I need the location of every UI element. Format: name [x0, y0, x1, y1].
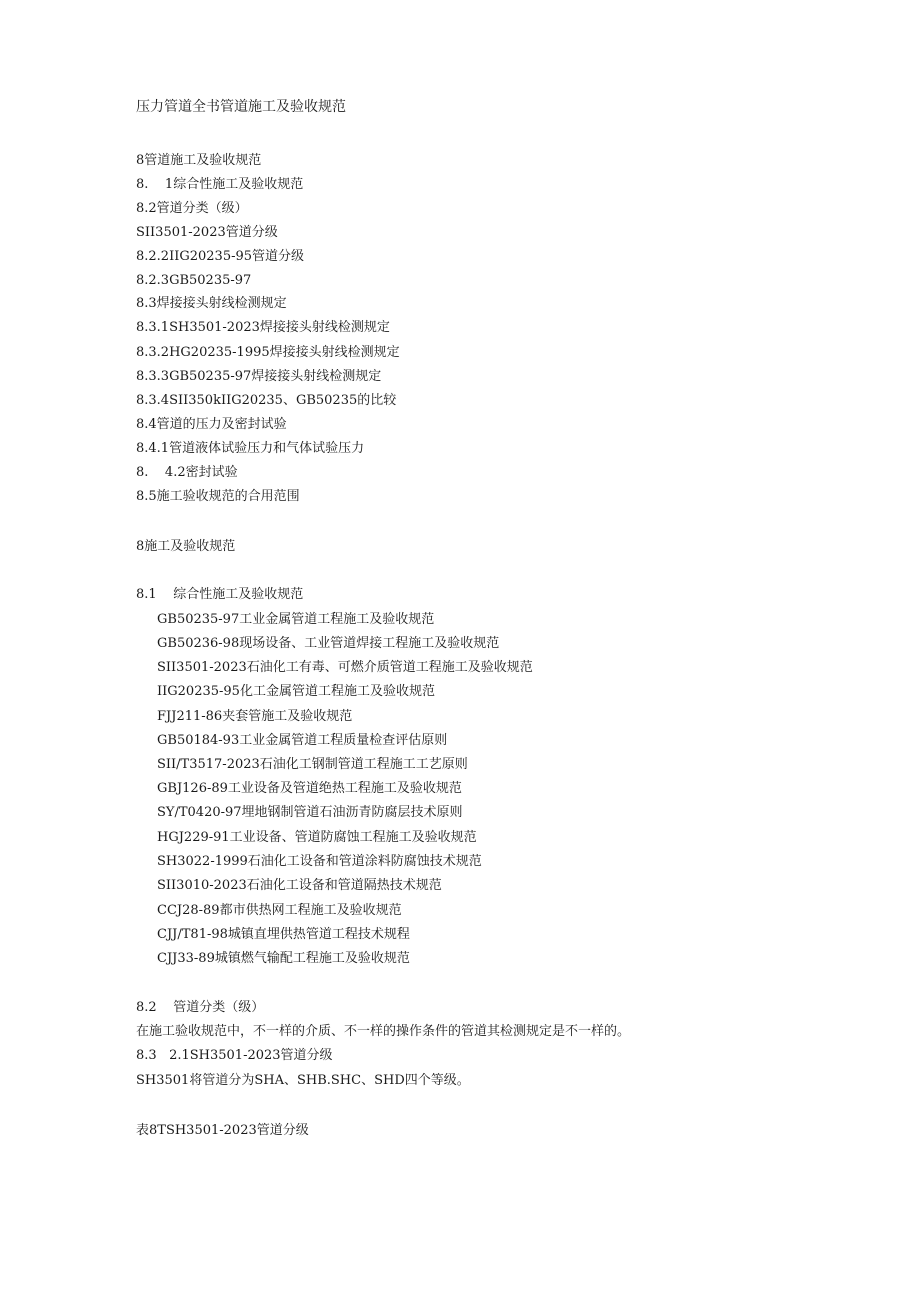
toc-item: 8.3.2HG20235-1995焊接接头射线检测规定 [136, 345, 400, 360]
toc-item: 8.3.4SII350kIIG20235、GB50235的比较 [136, 393, 397, 408]
list-item: SII/T3517-2023石油化工钢制管道工程施工工艺原则 [157, 757, 468, 772]
list-item: CJJ33-89城镇燃气输配工程施工及验收规范 [157, 951, 410, 966]
list-item: CCJ28-89都市供热网工程施工及验收规范 [157, 903, 402, 918]
toc-item: 8. 1综合性施工及验收规范 [136, 177, 304, 192]
list-item: CJJ/T81-98城镇直埋供热管道工程技术规程 [157, 927, 410, 942]
list-item: IIG20235-95化工金属管道工程施工及验收规范 [157, 684, 435, 699]
toc-item: 8.3.1SH3501-2023焊接接头射线检测规定 [136, 320, 390, 335]
toc-item: 8.2.3GB50235-97 [136, 273, 252, 288]
toc-item: 8.4.1管道液体试验压力和气体试验压力 [136, 441, 365, 456]
list-item: GB50184-93工业金属管道工程质量检查评估原则 [157, 733, 448, 748]
list-item: GBJ126-89工业设备及管道绝热工程施工及验收规范 [157, 781, 462, 796]
sub-heading: 8.3 2.1SH3501-2023管道分级 [136, 1048, 333, 1063]
toc-item: 8.3.3GB50235-97焊接接头射线检测规定 [136, 369, 382, 384]
list-item: HGJ229-91工业设备、管道防腐蚀工程施工及验收规范 [157, 830, 477, 845]
section-heading-8-1: 8.1 综合性施工及验收规范 [136, 587, 304, 602]
list-item: SII3501-2023石油化工有毒、可燃介质管道工程施工及验收规范 [157, 660, 533, 675]
toc-item: 8.3焊接接头射线检测规定 [136, 296, 287, 311]
toc-item: 8管道施工及验收规范 [136, 153, 262, 168]
toc-item: 8. 4.2密封试验 [136, 465, 238, 480]
paragraph: 在施工验收规范中，不一样的介质、不一样的操作条件的管道其检测规定是不一样的。 [136, 1024, 631, 1039]
chapter-heading: 8施工及验收规范 [136, 539, 236, 554]
list-item: GB50235-97工业金属管道工程施工及验收规范 [157, 612, 435, 627]
paragraph: SH3501将管道分为SHA、SHB.SHC、SHD四个等级。 [136, 1073, 470, 1088]
list-item: GB50236-98现场设备、工业管道焊接工程施工及验收规范 [157, 636, 500, 651]
document-title: 压力管道全书管道施工及验收规范 [136, 99, 346, 115]
list-item: SY/T0420-97埋地钢制管道石油沥青防腐层技术原则 [157, 805, 463, 820]
toc-item: SII3501-2023管道分级 [136, 225, 278, 240]
table-caption: 表8TSH3501-2023管道分级 [136, 1123, 309, 1138]
toc-item: 8.2管道分类（级） [136, 201, 248, 216]
section-heading-8-2: 8.2 管道分类（级） [136, 1000, 265, 1015]
list-item: SII3010-2023石油化工设备和管道隔热技术规范 [157, 878, 442, 893]
toc-item: 8.5施工验收规范的合用范围 [136, 489, 300, 504]
toc-item: 8.4管道的压力及密封试验 [136, 417, 287, 432]
list-item: FJJ211-86夹套管施工及验收规范 [157, 709, 353, 724]
list-item: SH3022-1999石油化工设备和管道涂料防腐蚀技术规范 [157, 854, 482, 869]
toc-item: 8.2.2IIG20235-95管道分级 [136, 249, 305, 264]
